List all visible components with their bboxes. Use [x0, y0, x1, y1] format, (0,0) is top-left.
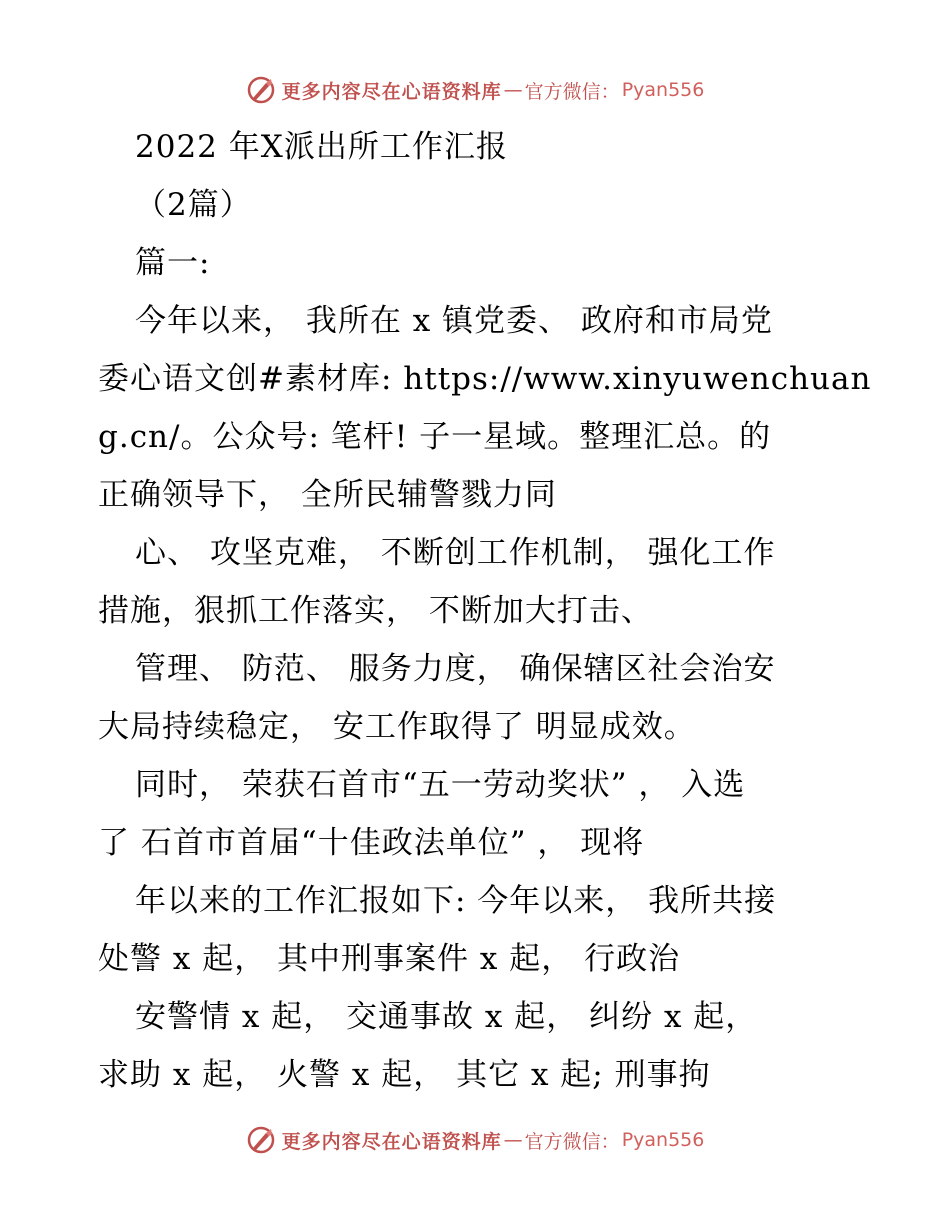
paragraph-line: 大局持续稳定， 安工作取得了 明显成效。 — [98, 709, 696, 745]
document-title: 2022 年X派出所工作汇报 — [135, 129, 508, 165]
paragraph-line: 同时， 荣获石首市“五一劳动奖状” ， 入选 — [135, 767, 746, 803]
header-brand-text: 更多内容尽在心语资料库 — [281, 80, 502, 103]
paragraph-line: 安警情 x 起， 交通事故 x 起， 纠纷 x 起， — [135, 999, 758, 1035]
paragraph-line: g.cn/。公众号: 笔杆! 子一星域。整理汇总。的 — [98, 419, 772, 455]
header-wechat-label: 官方微信： — [524, 80, 620, 103]
footer-watermark — [0, 1122, 950, 1158]
footer-dash: — — [503, 1129, 523, 1151]
quill-logo-icon — [246, 1125, 276, 1155]
paragraph-line: 措施，狠抓工作落实， 不断加大打击、 — [98, 593, 653, 629]
footer-wechat-label: 官方微信： — [524, 1130, 620, 1153]
paragraph-line: 委心语文创#素材库: https://www.xinyuwenchuan — [98, 361, 872, 397]
paragraph-line: 管理、 防范、 服务力度， 确保辖区社会治安 — [135, 651, 776, 687]
paragraph-line: 处警 x 起， 其中刑事案件 x 起， 行政治 — [98, 941, 681, 977]
header-dash: — — [503, 79, 523, 101]
quill-logo-icon — [246, 75, 276, 105]
document-subtitle: （2篇） — [135, 187, 252, 223]
paragraph-line: 年以来的工作汇报如下: 今年以来， 我所共接 — [135, 883, 777, 919]
footer-brand-text: 更多内容尽在心语资料库 — [281, 1130, 502, 1153]
section-heading: 篇一: — [135, 245, 211, 281]
paragraph-line: 求助 x 起， 火警 x 起， 其它 x 起; 刑事拘 — [98, 1057, 711, 1093]
footer-wechat-id: Pyan556 — [621, 1129, 705, 1151]
document-body — [98, 118, 872, 1104]
header-watermark — [0, 72, 950, 108]
paragraph-line: 正确领导下， 全所民辅警戮力同 — [98, 477, 557, 513]
paragraph-line: 心、 攻坚克难， 不断创工作机制， 强化工作 — [135, 535, 776, 571]
header-wechat-id: Pyan556 — [621, 79, 705, 101]
paragraph-line: 今年以来， 我所在 x 镇党委、 政府和市局党 — [135, 303, 773, 339]
paragraph-line: 了 石首市首届“十佳政法单位” ， 现将 — [98, 825, 645, 861]
